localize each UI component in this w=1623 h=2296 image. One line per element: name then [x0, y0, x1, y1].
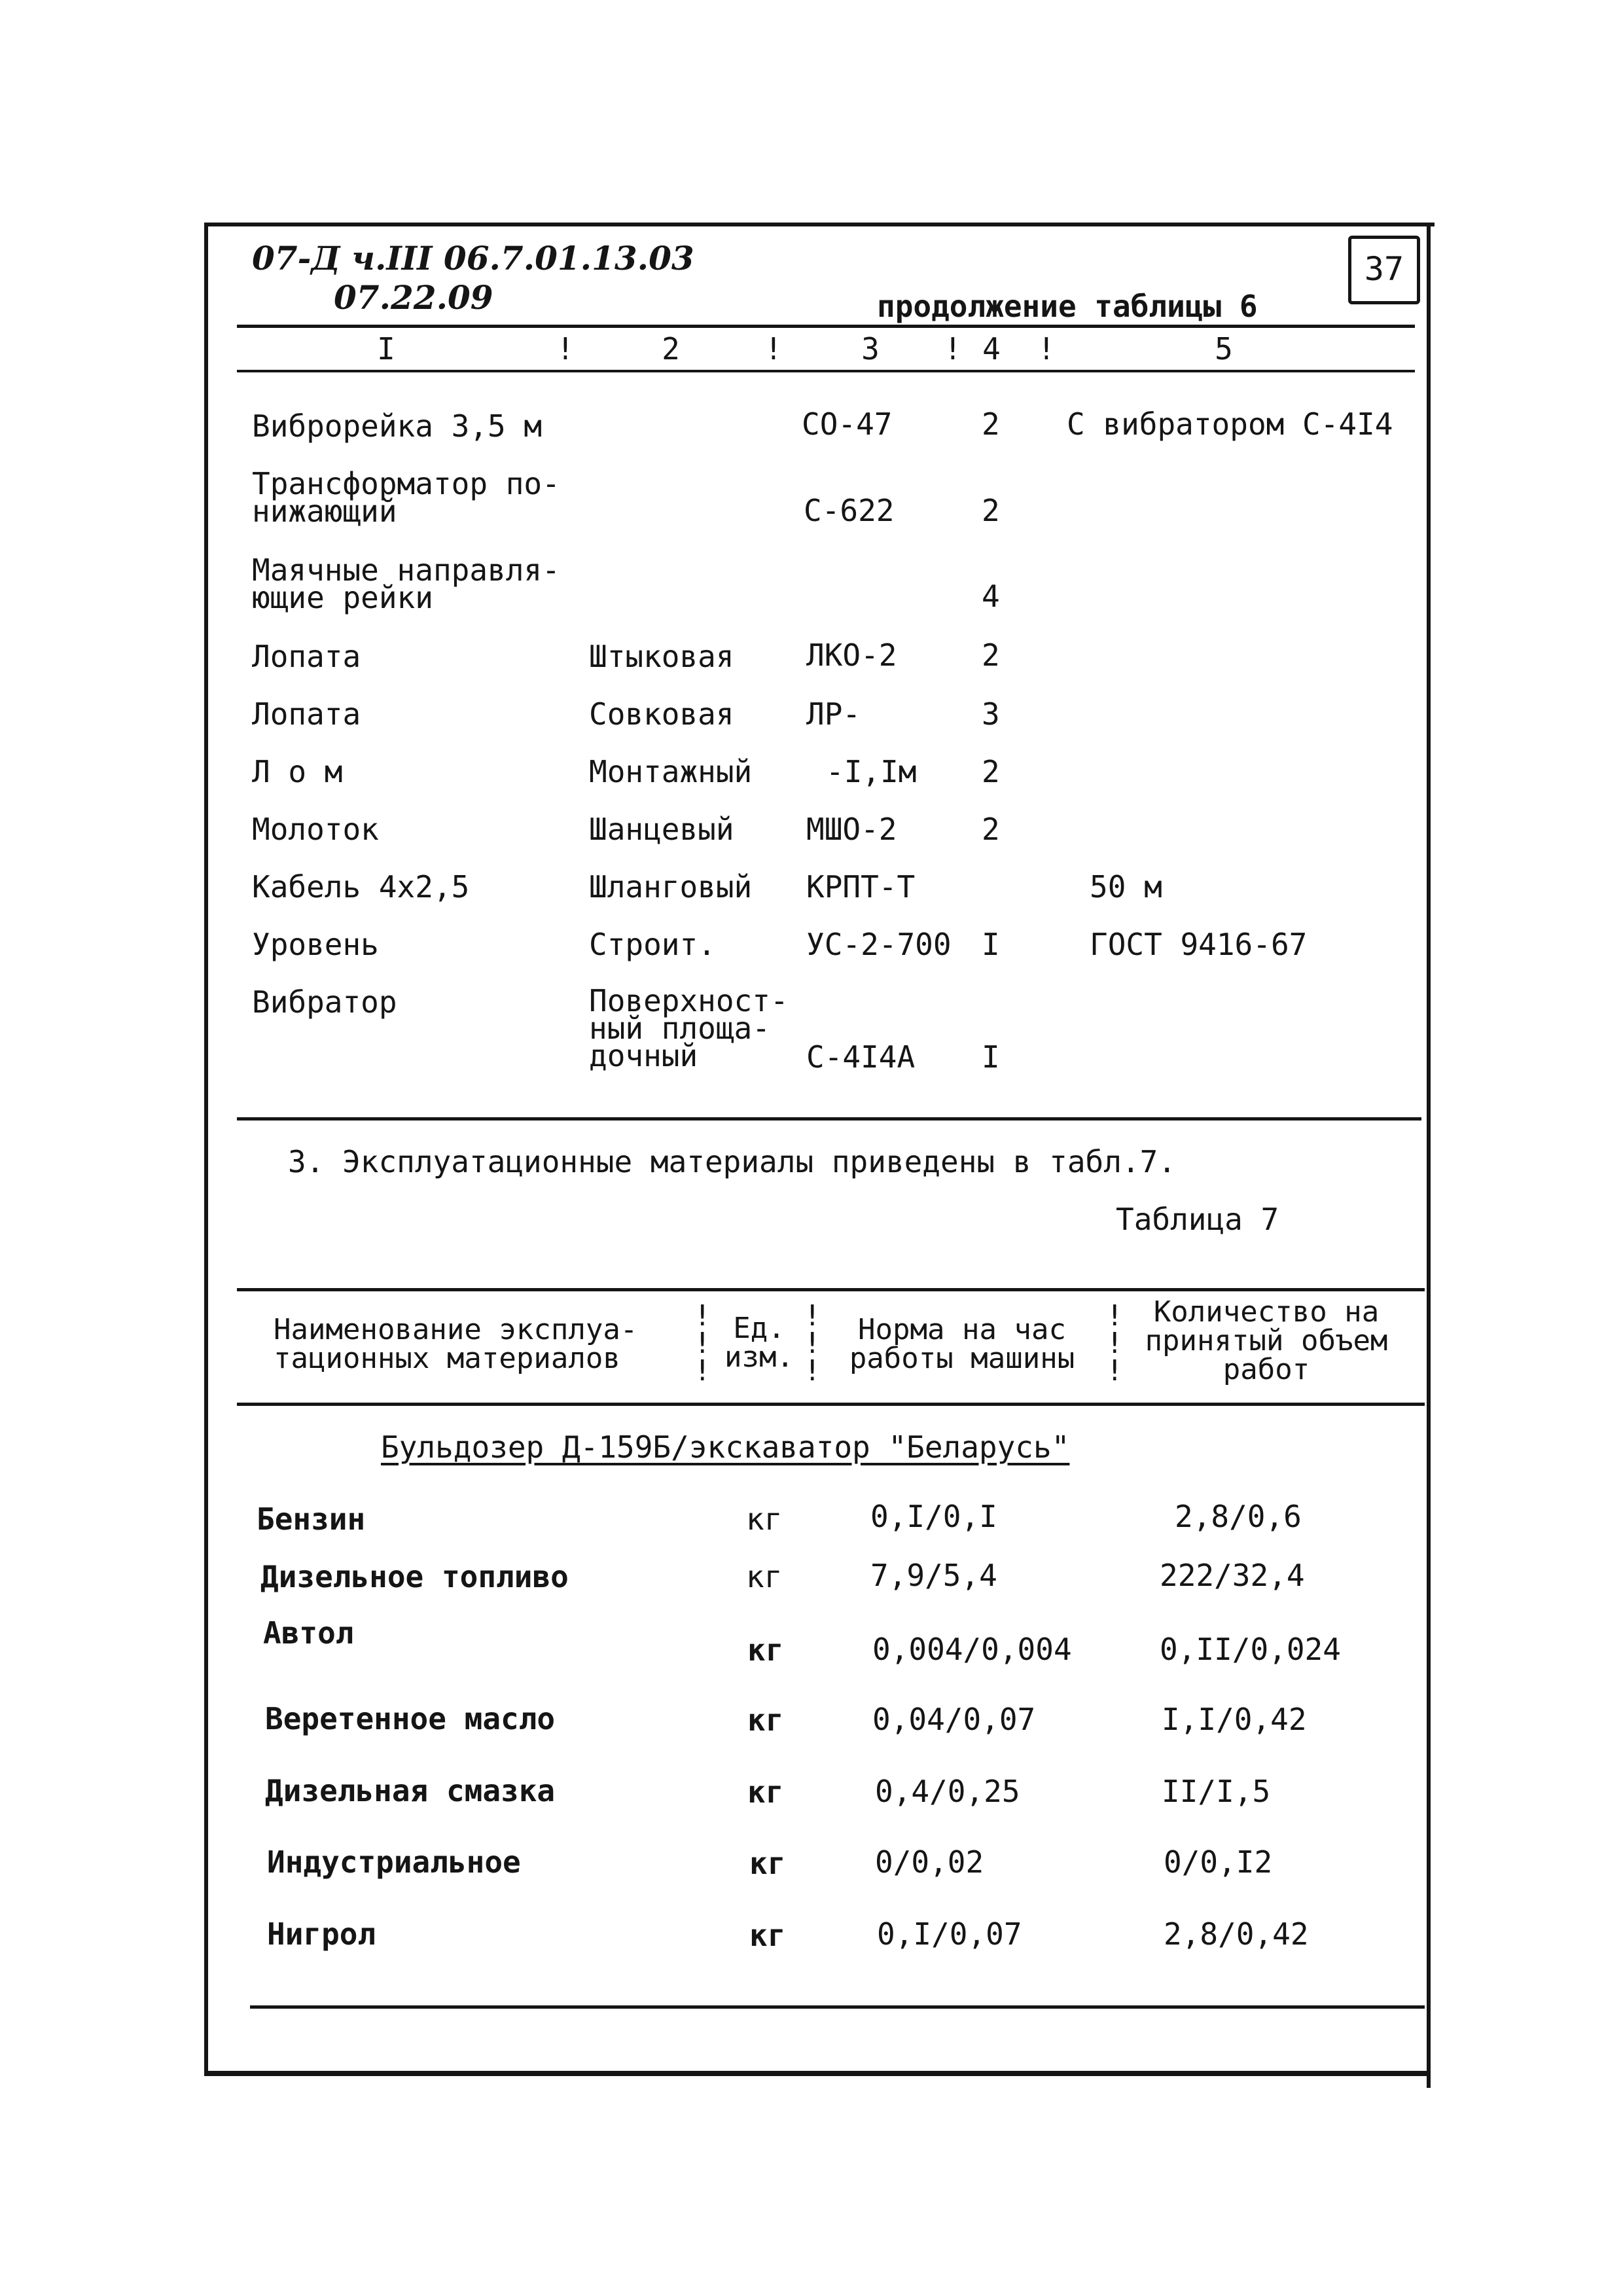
- table-row-name: Лопата: [252, 696, 361, 732]
- col-num-2: 2: [662, 331, 680, 367]
- table-row-unit: кг: [747, 1632, 784, 1668]
- table-row-total: 2,8/0,42: [1164, 1916, 1309, 1952]
- table-row-mark: МШО-2: [806, 812, 897, 847]
- table-row-mark: С-622: [804, 493, 895, 528]
- table-row-norm: 7,9/5,4: [870, 1558, 997, 1593]
- frame-left: [204, 223, 208, 2075]
- table-row-name: Уровень: [252, 927, 379, 962]
- table-row-name: Дизельная смазка: [265, 1773, 556, 1808]
- table-row-type: Штыковая: [589, 639, 734, 674]
- table7-header-norm: Норма на час работы машины: [849, 1313, 1075, 1375]
- table-row-name: Л о м: [252, 754, 343, 789]
- table-row-norm: 0,I/0,I: [870, 1499, 997, 1534]
- col-num-1: I: [377, 331, 395, 367]
- frame-bottom: [204, 2071, 1431, 2076]
- table-row-name: Молоток: [252, 812, 379, 847]
- table-row-norm: 0,4/0,25: [875, 1774, 1020, 1809]
- table-row-qty: 2: [982, 406, 1000, 442]
- table-row-norm: 0/0,02: [875, 1844, 984, 1880]
- col-sep-c: ! ! !: [1106, 1299, 1124, 1388]
- doc-code-line2: 07.22.09: [334, 278, 493, 317]
- table-row-name: Бензин: [257, 1501, 366, 1537]
- table-row-mark: СО-47: [802, 406, 893, 442]
- table7-header-unit: Ед. изм.: [724, 1312, 794, 1374]
- col-sep-a: ! ! !: [694, 1299, 711, 1388]
- table-row-name: Маячные направля- ющие рейки: [252, 552, 560, 615]
- frame-right: [1427, 223, 1431, 2088]
- table-row-mark: -I,Iм: [826, 754, 917, 789]
- table-row-qty: 2: [982, 637, 1000, 673]
- table-row-total: 0/0,I2: [1164, 1844, 1273, 1880]
- table-row-note: ГОСТ 9416-67: [1090, 927, 1308, 962]
- table-row-name: Дизельное топливо: [260, 1559, 569, 1594]
- paragraph-3: 3. Эксплуатационные материалы приведены в табл.7.: [288, 1144, 1177, 1179]
- table-row-note: 50 м: [1090, 869, 1162, 905]
- table-row-type: Шланговый: [589, 869, 753, 905]
- table-row-name: Виброрейка 3,5 м: [252, 408, 543, 444]
- table7-rule-header: [237, 1403, 1425, 1406]
- table-row-type: Шанцевый: [589, 812, 734, 847]
- table-row-unit: кг: [746, 1559, 783, 1594]
- table-row-name: Лопата: [252, 639, 361, 674]
- table-row-mark: ЛКО-2: [806, 637, 897, 673]
- table-row-unit: кг: [747, 1774, 784, 1810]
- table-row-unit: кг: [749, 1846, 786, 1881]
- table-row-name: Вибратор: [252, 984, 397, 1020]
- table-row-qty: I: [982, 1039, 1000, 1075]
- table-row-mark: УС-2-700: [806, 927, 952, 962]
- table7-section-title: Бульдозер Д-159Б/экскаватор "Беларусь": [381, 1429, 1070, 1465]
- table7-caption: Таблица 7: [1116, 1202, 1279, 1237]
- table-row-total: I,I/0,42: [1162, 1702, 1307, 1737]
- col-sep-1: !: [556, 331, 575, 367]
- table-row-norm: 0,004/0,004: [872, 1632, 1072, 1667]
- col-sep-4: !: [1037, 331, 1056, 367]
- table6-rule-bottom: [237, 1117, 1421, 1121]
- table-row-total: 2,8/0,6: [1175, 1499, 1302, 1534]
- table-row-total: 222/32,4: [1160, 1558, 1305, 1593]
- table-row-qty: 2: [982, 493, 1000, 528]
- table-row-qty: 2: [982, 812, 1000, 847]
- table-row-qty: I: [982, 927, 1000, 962]
- table-row-total: 0,II/0,024: [1160, 1632, 1341, 1667]
- table6-rule-header: [237, 370, 1415, 372]
- frame-top: [204, 223, 1435, 226]
- table-row-type: Строит.: [589, 927, 716, 962]
- table-row-unit: кг: [746, 1501, 783, 1537]
- table-row-type: Поверхност- ный площа- дочный: [589, 983, 789, 1073]
- table-row-name: Нигрол: [267, 1916, 376, 1952]
- col-sep-3: !: [944, 331, 962, 367]
- table-row-qty: 4: [982, 579, 1000, 614]
- table-row-note: С вибратором С-4I4: [1067, 406, 1393, 442]
- page-number: 37: [1364, 250, 1404, 288]
- table-row-mark: С-4I4А: [806, 1039, 916, 1075]
- table-row-name: Индустриальное: [267, 1844, 521, 1880]
- table7-header-total: Количество на принятый объем работ: [1145, 1295, 1388, 1386]
- col-num-5: 5: [1215, 331, 1233, 367]
- table-row-unit: кг: [747, 1702, 784, 1738]
- table-row-mark: ЛР-: [806, 696, 861, 732]
- col-sep-2: !: [764, 331, 783, 367]
- table6-rule-top: [237, 325, 1415, 328]
- col-num-4: 4: [982, 331, 1001, 367]
- col-sep-b: ! ! !: [804, 1299, 821, 1388]
- table-row-total: II/I,5: [1162, 1774, 1271, 1809]
- table-row-name: Веретенное масло: [265, 1701, 556, 1736]
- table-row-qty: 3: [982, 696, 1000, 732]
- doc-code-line1: 07-Д ч.III 06.7.01.13.03: [252, 239, 694, 278]
- table-row-mark: КРПТ-Т: [806, 869, 916, 905]
- table-row-norm: 0,I/0,07: [877, 1916, 1022, 1952]
- table-row-type: Совковая: [589, 696, 734, 732]
- table-row-name: Трансформатор по- нижающий: [252, 466, 560, 529]
- col-num-3: 3: [861, 331, 880, 367]
- table-row-unit: кг: [749, 1918, 786, 1953]
- table-row-name: Кабель 4х2,5: [252, 869, 470, 905]
- table-row-name: Автол: [263, 1615, 354, 1651]
- table-row-qty: 2: [982, 754, 1000, 789]
- table7-header-name: Наименование эксплуа- тационных материалов: [274, 1313, 638, 1375]
- table7-rule-top: [237, 1288, 1425, 1291]
- table-row-norm: 0,04/0,07: [872, 1702, 1036, 1737]
- table7-rule-bottom: [250, 2005, 1425, 2009]
- table6-caption: продолжение таблицы 6: [877, 289, 1258, 324]
- table-row-type: Монтажный: [589, 754, 753, 789]
